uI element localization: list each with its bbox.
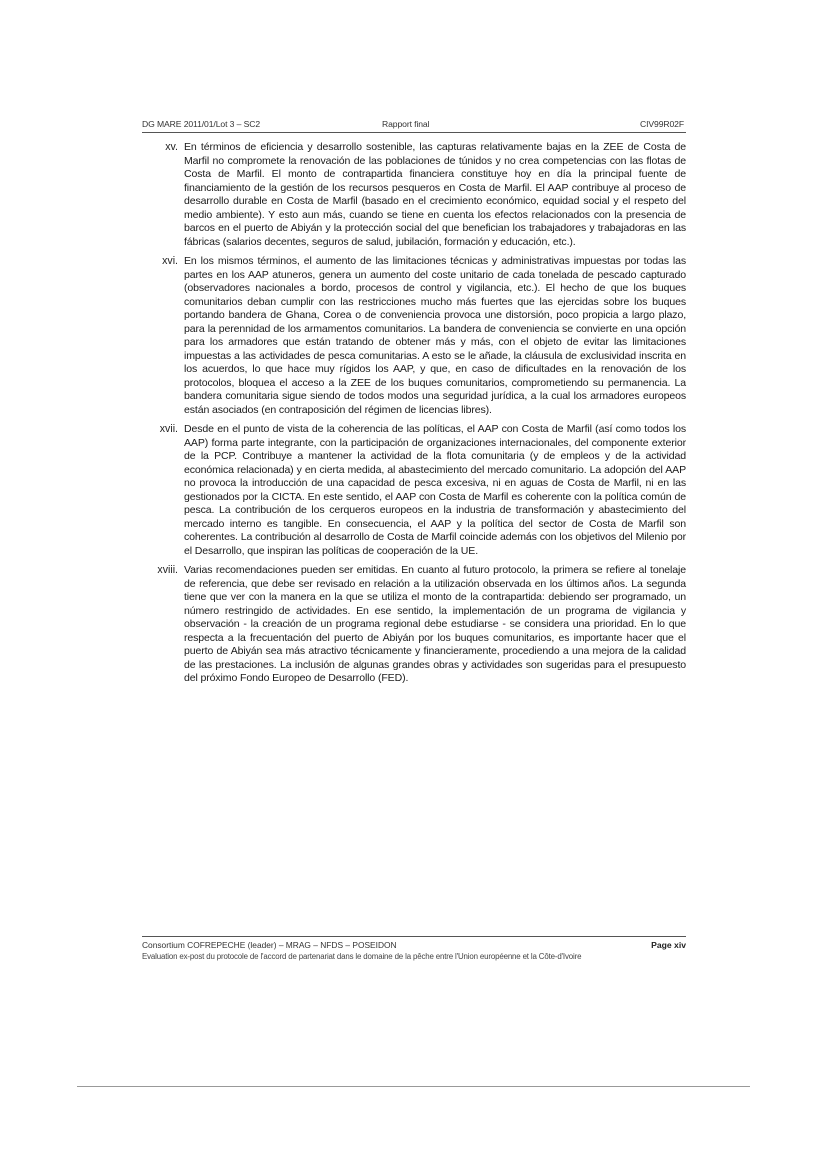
page-number: Page xiv (651, 940, 686, 950)
item-text: Desde en el punto de vista de la coherencia de las políticas, el AAP con Costa de Marfil (así como todos los AAP) forma parte integrante, con la participación de organizaciones internacionales, del componente exterior de la PCP. Contribuye a mantener la actividad de la flota comunitaria (y de empleos y de la actividad económica relacionada) y en cierta medida, al abastecimiento del mercado comunitario. La adopción del AAP no provoca la introducción de una capacidad de pesca excesiva, ni en aguas de Costa de Marfil, ni en las gestionados por la CICTA. En este sentido, el AAP con Costa de Marfil es coherente con la política común de pesca. La contribución de los cerqueros europeos en la industria de transformación y abastecimiento del mercado interno es tangible. En consecuencia, el AAP y la política del sector de Costa de Marfil son coherentes. La contribución al desarrollo de Costa de Marfil coincide además con los objetivos del Milenio por el Desarrollo, que inspiran las políticas de cooperación de la UE. (184, 423, 686, 557)
item-number: xvii. (159, 423, 178, 435)
list-item-xvi (142, 255, 686, 417)
header-code: CIV99R02F (640, 119, 684, 129)
header-reference: DG MARE 2011/01/Lot 3 – SC2 (142, 119, 260, 129)
item-number: xviii. (157, 564, 178, 576)
list-item-xvii (142, 423, 686, 558)
header-title: Rapport final (382, 119, 430, 129)
item-text: En términos de eficiencia y desarrollo sostenible, las capturas relativamente bajas en la ZEE de Costa de Marfil no compromete la renovación de las poblaciones de túnidos y no crea competencias con las flotas de Costa de Marfil. El monto de contrapartida financiera constituye hoy en día la principal fuente de financiamiento de la gestión de los recursos pesqueros en Costa de Marfil. El AAP contribuye al proceso de desarrollo durable en Costa de Marfil (basado en el crecimiento económico, equidad social y el respeto del medio ambiente). Y esto aun más, cuando se tiene en cuenta los efectos relacionados con la presencia de barcos en el puerto de Abiyán y la protección social del que benefician los trabajadores y trabajadoras en las fábricas (salarios decentes, seguros de salud, jubilación, formación y educación, etc.). (184, 141, 686, 248)
item-number: xv. (165, 141, 178, 153)
item-text: En los mismos términos, el aumento de las limitaciones técnicas y administrativas impuestas por todas las partes en los AAP atuneros, genera un aumento del coste unitario de cada tonelada de pescado capturado (observadores nacionales a bordo, procesos de control y vigilancia, etc.). El hecho de que los buques comunitarios deban cumplir con las restricciones mucho más fuertes que las ejercidas sobre los buques portando bandera de Ghana, Corea o de conveniencia provoca une distorsión, poco propicia a largo plazo, para la perennidad de los armamentos comunitarios. La bandera de conveniencia se convierte en una opción para los armadores que están tratando de obtener más y más, con el objeto de evitar las limitaciones impuestas a las actividades de pesca comunitarias. A esto se le añade, la cláusula de exclusividad inscrita en los acuerdos, lo que hace muy rígidos los AAP, y que, en caso de dificultades en la renovación de los protocolos, bloquea el acceso a la ZEE de los buques comunitarios, comprometiendo su permanencia. La bandera comunitaria sigue siendo de todos modos una seguridad jurídica, a la cual los armadores europeos están asociados (en contraposición del régimen de licencias libres). (184, 255, 686, 416)
list-item-xviii (142, 564, 686, 686)
footer-consortium: Consortium COFREPECHE (leader) – MRAG – NFDS – POSEIDON (142, 940, 397, 950)
footer-report-title: Evaluation ex-post du protocole de l'accord de partenariat dans le domaine de la pêche entre l'Union européenne et la Côte-d'Ivoire (142, 952, 582, 961)
item-text: Varias recomendaciones pueden ser emitidas. En cuanto al futuro protocolo, la primera se refiere al tonelaje de referencia, que debe ser revisado en relación a la utilización observada en los últimos años. La segunda tiene que ver con la manera en la que se utiliza el monto de la contrapartida: debiendo ser programado, un número restringido de actividades. En ese sentido, la implementación de un programa de vigilancia y observación - la creación de un programa regional debe estudiarse - se considera una prioridad. En lo que respecta a la frecuentación del puerto de Abiyán por los buques comunitarios, es importante hacer que el puerto de Abiyán sea más atractivo técnicamente y financieramente, procediendo a una mejora de la calidad de las prestaciones. La inclusión de algunas grandes obras y actividades son sugeridas para el presupuesto del próximo Fondo Europeo de Desarrollo (FED). (184, 564, 686, 684)
page-bottom-divider (77, 1086, 750, 1087)
header-divider (142, 132, 686, 133)
footer-divider (142, 936, 686, 937)
item-number: xvi. (162, 255, 178, 267)
list-item-xv (142, 141, 686, 249)
numbered-paragraph-list (142, 141, 686, 692)
